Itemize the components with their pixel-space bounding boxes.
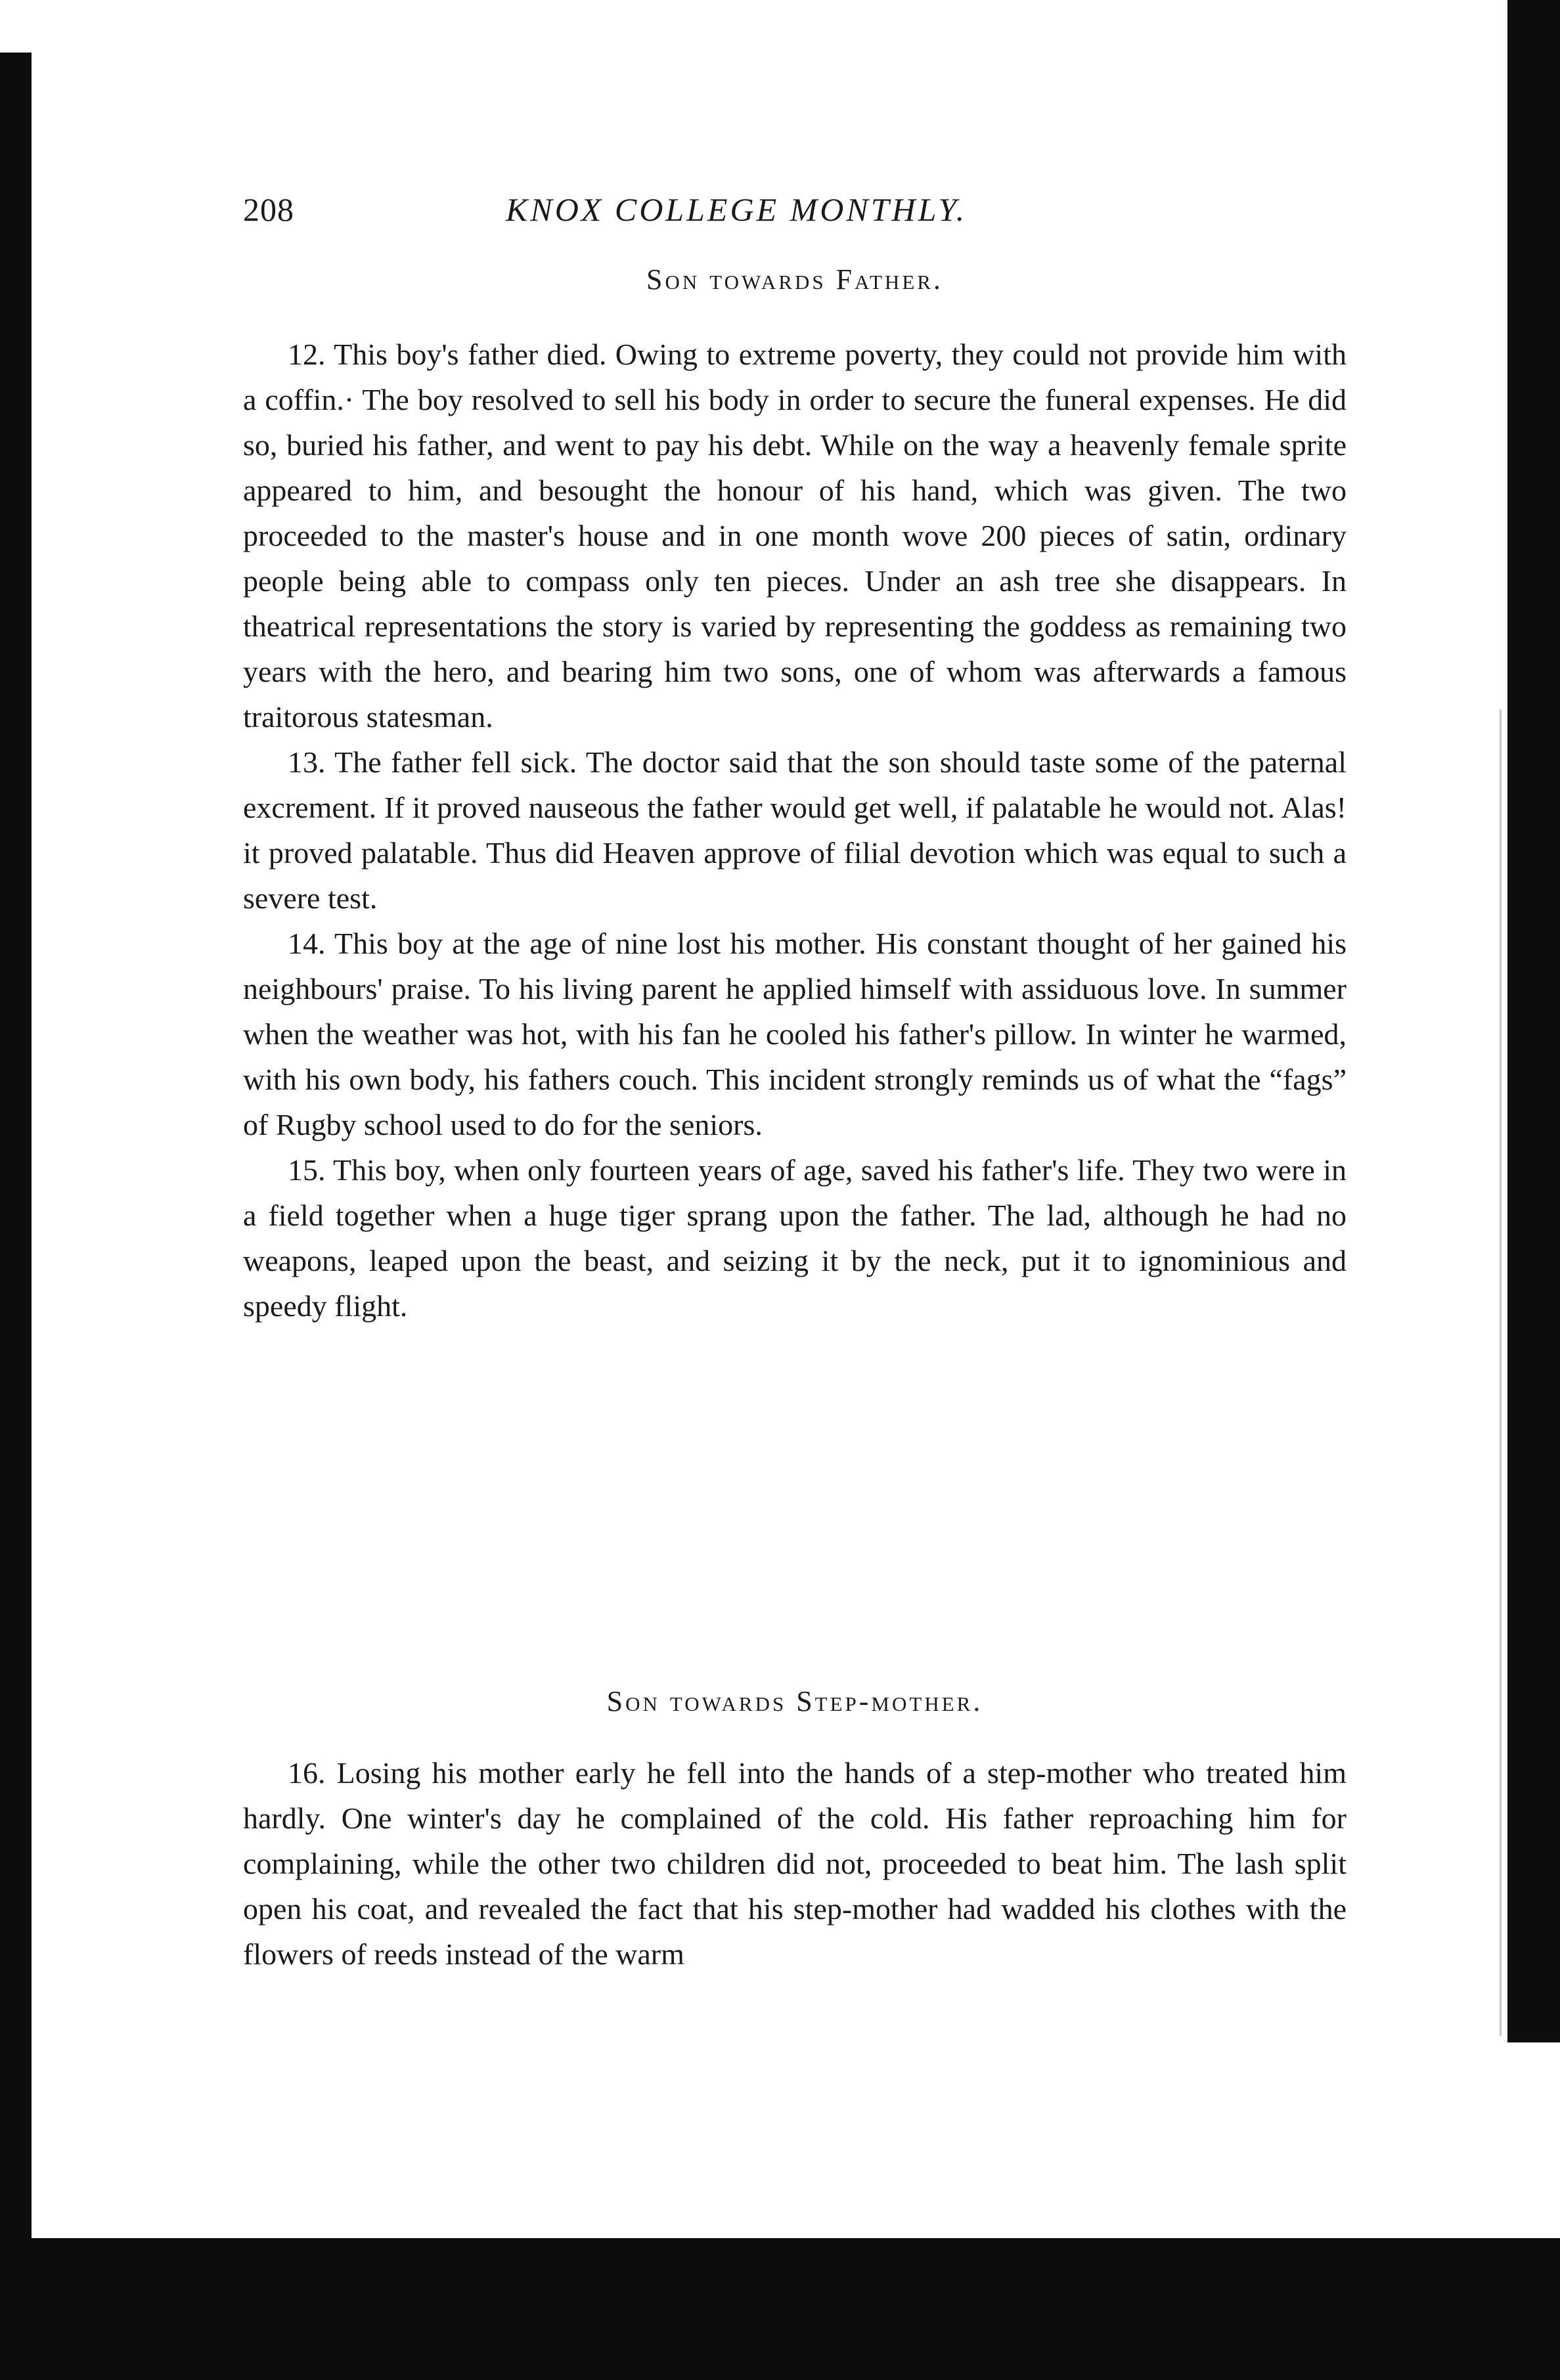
- page-number: 208: [243, 191, 294, 228]
- page-edge-shadow: [1500, 709, 1502, 2036]
- running-title: KNOX COLLEGE MONTHLY.: [506, 191, 968, 228]
- page-bottom-margin: [85, 2044, 1511, 2238]
- scan-border-left: [0, 53, 32, 2380]
- section-heading-son-towards-father: Son towards Father.: [646, 263, 943, 296]
- paragraph-12: 12. This boy's father died. Owing to extreme poverty, they could not provide him with a coffin.· The boy resolved to sell his body in order to secure the funeral expenses. He did so, buried his father, and went to pay his debt. While on the way a heavenly female sprite appeared to him, and besought the honour of his hand, which was given. The two proceeded to the master's house and in one month wove 200 pieces of satin, ordinary people being able to compass only ten pieces. Under an ash tree she disappears. In theatrical representations the story is varied by representing the goddess as remaining two years with the hero, and bearing him two sons, one of whom was afterwards a famous traitorous statesman.: [243, 338, 1347, 734]
- scan-border-bottom: [32, 2238, 1560, 2380]
- section-heading-son-towards-step-mother: Son towards Step-mother.: [606, 1685, 983, 1717]
- paragraph-13: 13. The father fell sick. The doctor said that the son should taste some of the paternal excrement. If it proved nauseous the father would get well, if palatable he would not. Alas! it proved palatable. Thus did Heaven approve of filial devotion which was equal to such a severe test.: [243, 745, 1347, 915]
- section-body-son-towards-father: [243, 332, 1347, 1329]
- paragraph-15: 15. This boy, when only fourteen years of age, saved his father's life. They two were in a field together when a huge tiger sprang upon the father. The lad, although he had no weapons, leaped upon the beast, and seizing it by the neck, put it to ignominious and speedy flight.: [243, 1153, 1347, 1323]
- scan-border-right: [1507, 0, 1560, 2042]
- page-header: [243, 190, 1347, 243]
- paragraph-16: 16. Losing his mother early he fell into the hands of a step-mother who treated him hardly. One winter's day he complained of the cold. His father reproaching him for complaining, while the other two children did not, proceeded to beat him. The lash split open his coat, and revealed the fact that his step-mother had wadded his clothes with the flowers of reeds instead of the warm: [243, 1756, 1347, 1971]
- paragraph-14: 14. This boy at the age of nine lost his mother. His constant thought of her gained his neighbours' praise. To his living parent he applied himself with assiduous love. In summer when the weather was hot, with his fan he cooled his father's pillow. In winter he warmed, with his own body, his fathers couch. This incident strongly reminds us of what the “fags” of Rugby school used to do for the seniors.: [243, 927, 1347, 1141]
- section-body-son-towards-step-mother: [243, 1750, 1347, 1977]
